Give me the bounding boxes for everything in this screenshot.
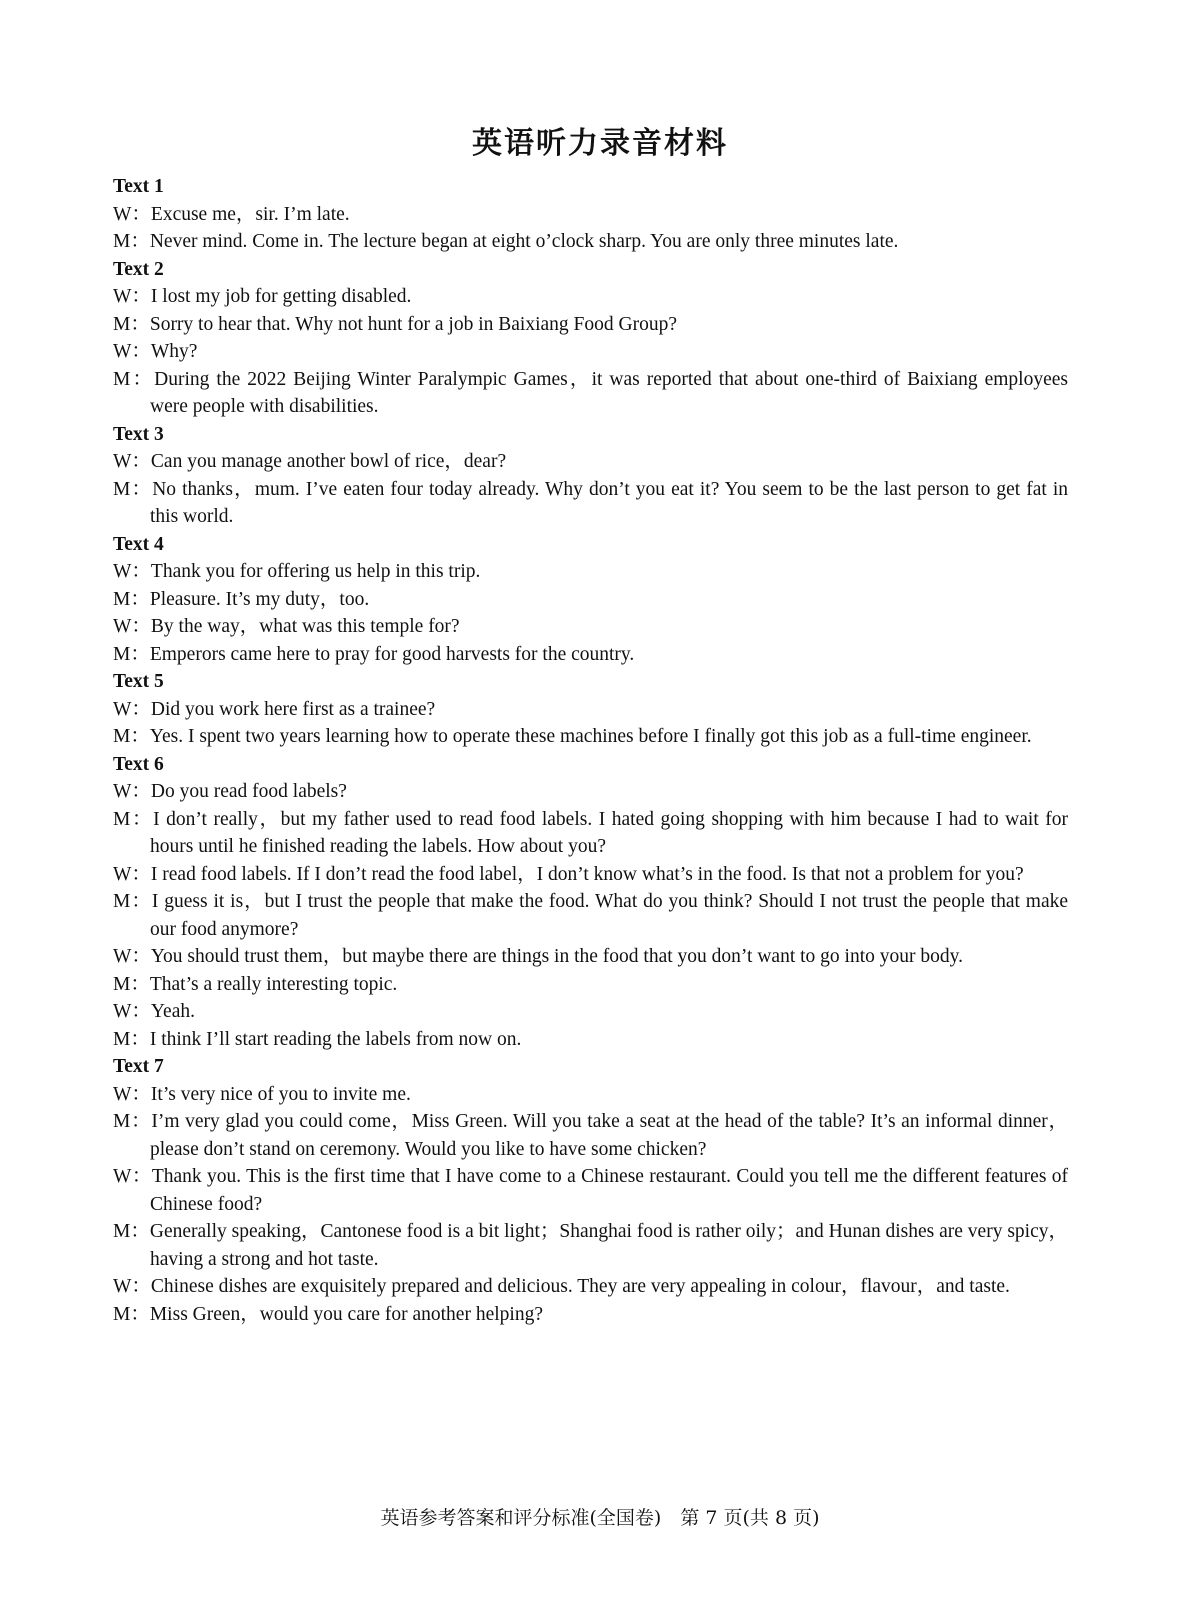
dialogue-text: Never mind. Come in. The lecture began at eight o’clock sharp. You are only three minutes late.	[149, 231, 899, 252]
speaker-label: M：	[113, 973, 150, 995]
dialogue-line	[113, 1026, 1068, 1054]
speaker-label: W：	[113, 1166, 152, 1187]
dialogue-text: No thanks，mum. I’ve eaten four today already. Why don’t you eat it? You seem to be the last person to get fat in this world.	[150, 478, 1069, 527]
speaker-label: W：	[113, 863, 151, 885]
dialogue-line	[113, 558, 1068, 586]
dialogue-text: It’s very nice of you to invite me.	[150, 1083, 411, 1105]
speaker-label: W：	[113, 1001, 151, 1022]
dialogue-line	[113, 1163, 1068, 1218]
dialogue-text: Miss Green，would you care for another helping?	[149, 1303, 543, 1325]
dialogue-line	[113, 476, 1068, 531]
dialogue-line	[113, 338, 1068, 366]
dialogue-line	[113, 696, 1068, 724]
dialogue-text: Sorry to hear that. Why not hunt for a job in Baixiang Food Group?	[149, 313, 677, 335]
dialogue-text: Excuse me，sir. I’m late.	[150, 203, 350, 225]
section-heading: Text 5	[113, 671, 164, 692]
speaker-label: M：	[113, 643, 150, 665]
dialogue-line	[113, 943, 1068, 971]
dialogue-line	[113, 448, 1068, 476]
dialogue-line	[113, 1218, 1068, 1273]
dialogue-line	[113, 201, 1068, 229]
dialogue-text: That’s a really interesting topic.	[149, 973, 398, 995]
dialogue-text: Emperors came here to pray for good harvests for the country.	[149, 643, 635, 665]
dialogue-text: I think I’ll start reading the labels from now on.	[149, 1028, 522, 1050]
dialogue-text: Do you read food labels?	[150, 781, 347, 802]
dialogue-line	[113, 311, 1068, 339]
speaker-label: W：	[113, 946, 151, 967]
speaker-label: M：	[113, 231, 150, 252]
dialogue-text: I’m very glad you could come，Miss Green. Will you take a seat at the head of the table? It’s an informal dinner，please don’t stand on ceremony. Would you like to have some chicken?	[150, 1111, 1068, 1160]
speaker-label: W：	[113, 286, 151, 307]
dialogue-text: Generally speaking，Cantonese food is a bit light；Shanghai food is rather oily；and Hunan dishes are very spicy，having a strong and hot taste.	[149, 1221, 1069, 1270]
speaker-label: M：	[113, 368, 155, 390]
dialogue-line	[113, 1273, 1068, 1301]
section-heading: Text 6	[113, 753, 164, 775]
dialogue-line	[113, 998, 1068, 1026]
speaker-label: W：	[113, 616, 151, 637]
dialogue-line	[113, 586, 1068, 614]
speaker-label: W：	[113, 561, 151, 582]
speaker-label: M：	[113, 726, 150, 747]
speaker-label: W：	[113, 341, 151, 362]
dialogue-line	[113, 806, 1068, 861]
speaker-label: M：	[113, 891, 152, 912]
speaker-label: W：	[113, 1276, 151, 1297]
dialogue-text: Yes. I spent two years learning how to operate these machines before I finally got this job as a full-time engineer.	[149, 726, 1032, 747]
speaker-label: M：	[113, 313, 150, 335]
dialogue-text: Thank you. This is the first time that I have come to a Chinese restaurant. Could you tell me the different features of Chinese food?	[150, 1166, 1069, 1215]
dialogue-text: Did you work here first as a trainee?	[150, 698, 436, 720]
speaker-label: M：	[113, 1221, 150, 1242]
speaker-label: M：	[113, 1111, 152, 1132]
page-footer: 英语参考答案和评分标准(全国卷) 第 7 页(共 8 页)	[380, 1507, 820, 1529]
dialogue-text: Chinese dishes are exquisitely prepared and delicious. They are very appealing in colour，flavour，and taste.	[150, 1276, 1010, 1297]
section-heading: Text 1	[113, 176, 164, 197]
dialogue-line	[113, 366, 1068, 421]
dialogue-text: I lost my job for getting disabled.	[150, 286, 412, 307]
section-heading: Text 4	[113, 533, 164, 555]
dialogue-text: You should trust them，but maybe there are things in the food that you don’t want to go into your body.	[150, 946, 963, 967]
dialogue-text: Yeah.	[150, 1001, 195, 1022]
dialogue-line	[113, 888, 1068, 943]
transcript-body	[113, 173, 1068, 1328]
dialogue-text: I don’t really，but my father used to read food labels. I hated going shopping with him because I had to wait for hours until he finished reading the labels. How about you?	[150, 808, 1068, 857]
dialogue-line	[113, 1081, 1068, 1109]
dialogue-line	[113, 861, 1068, 889]
section-heading: Text 2	[113, 258, 164, 280]
section-heading: Text 7	[113, 1056, 164, 1077]
dialogue-line	[113, 641, 1068, 669]
speaker-label: W：	[113, 781, 151, 802]
speaker-label: W：	[113, 203, 151, 225]
speaker-label: M：	[113, 588, 150, 610]
speaker-label: M：	[113, 478, 153, 500]
dialogue-text: Pleasure. It’s my duty，too.	[149, 588, 370, 610]
dialogue-line	[113, 971, 1068, 999]
speaker-label: W：	[113, 698, 151, 720]
dialogue-text: Thank you for offering us help in this trip.	[150, 561, 481, 582]
speaker-label: M：	[113, 808, 154, 830]
dialogue-line	[113, 283, 1068, 311]
speaker-label: M：	[113, 1303, 150, 1325]
dialogue-text: Why?	[150, 341, 198, 362]
dialogue-line	[113, 613, 1068, 641]
dialogue-text: I guess it is，but I trust the people that make the food. What do you think? Should I not trust the people that make our food anymore?	[150, 891, 1069, 940]
dialogue-text: Can you manage another bowl of rice，dear?	[150, 451, 507, 472]
dialogue-line	[113, 1108, 1068, 1163]
section-heading: Text 3	[113, 423, 164, 445]
dialogue-line	[113, 723, 1068, 751]
dialogue-line	[113, 228, 1068, 256]
dialogue-text: By the way，what was this temple for?	[150, 616, 460, 637]
dialogue-line	[113, 778, 1068, 806]
dialogue-line	[113, 1301, 1068, 1329]
speaker-label: W：	[113, 451, 151, 472]
dialogue-text: I read food labels. If I don’t read the food label，I don’t know what’s in the food. Is that not a problem for you?	[150, 863, 1024, 885]
speaker-label: W：	[113, 1083, 151, 1105]
dialogue-text: During the 2022 Beijing Winter Paralympic Games，it was reported that about one-third of Baixiang employees were people with disabilities.	[150, 368, 1068, 417]
page-title: 英语听力录音材料	[472, 126, 728, 161]
speaker-label: M：	[113, 1028, 150, 1050]
